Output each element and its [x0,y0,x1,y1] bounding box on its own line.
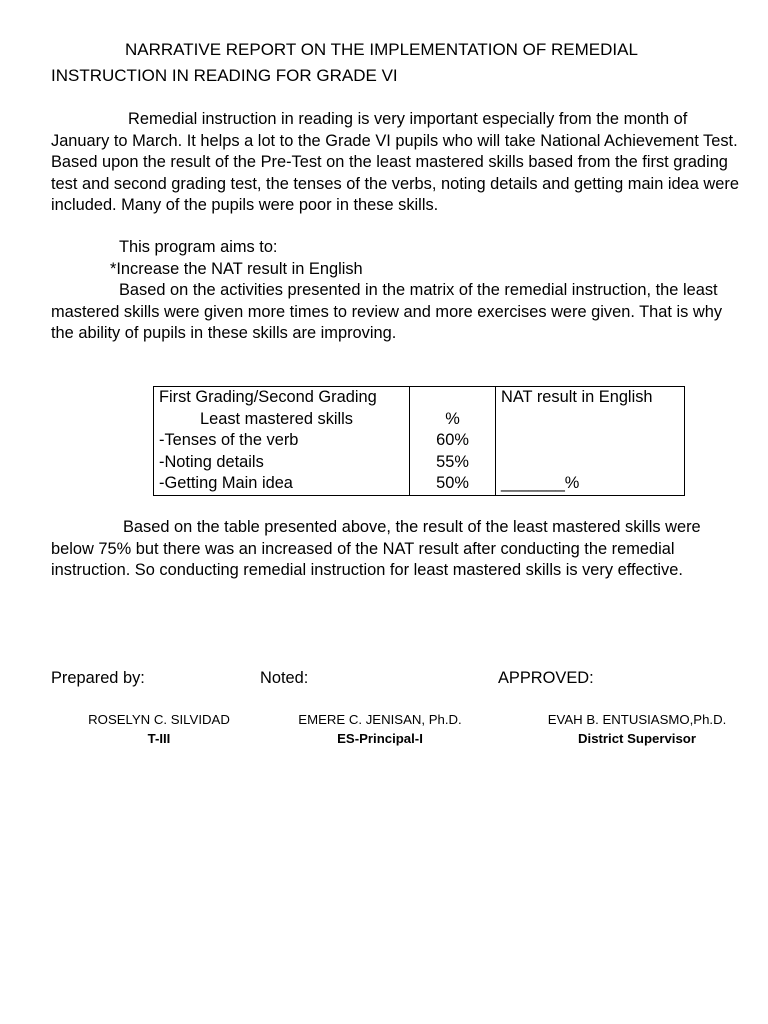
prepared-title: T-III [147,731,171,746]
skill-row-1: -Tenses of the verb [159,431,299,449]
approved-signatory [528,710,746,748]
conclusion-paragraph [51,517,741,582]
percent-column-cell [410,387,496,496]
nat-result-blank: _______% [501,474,580,492]
table-row [154,387,685,496]
title-line-1: NARRATIVE REPORT ON THE IMPLEMENTATION OF REMEDIAL [125,40,638,59]
conclusion-paragraph-text: Based on the table presented above, the result of the least mastered skills were below 75% but there was an increased of the NAT result after conducting the remedial instruction. So conducting remedial instruction for least mastered skills is very effective. [51,518,701,579]
prepared-signatory [74,710,244,748]
activities-paragraph-text: Based on the activities presented in the matrix of the remedial instruction, the least mastered skills were given more times to review and more exercises were given. That is why the ability of pupils in these skills are improving. [51,281,723,342]
header-nat: NAT result in English [501,388,653,406]
nat-column-cell [496,387,685,496]
approved-label: APPROVED: [498,669,594,687]
skill-row-2: -Noting details [159,452,264,471]
header-col1-line1: First Grading/Second Grading [159,388,377,406]
approved-title: District Supervisor [578,731,696,746]
percent-row-1: 60% [436,431,469,449]
title-line-2: INSTRUCTION IN READING FOR GRADE VI [51,66,398,85]
header-percent: % [445,409,460,428]
noted-signatory [281,710,479,748]
prepared-by-label: Prepared by: [51,669,145,687]
prepared-name: ROSELYN C. SILVIDAD [88,712,230,727]
intro-paragraph-text: Remedial instruction in reading is very important especially from the month of January to March. It helps a lot to the Grade VI pupils who will take National Achievement Test. Based upon the result of the Pre-Test on the least mastered skills based from the first grading test and second grading test, the tenses of the verbs, noting details and getting main idea were included. Many of the pupils were poor in these skills. [51,110,739,214]
aims-item: *Increase the NAT result in English [110,260,363,278]
percent-row-2: 55% [436,452,469,471]
document-title [51,37,731,89]
noted-name: EMERE C. JENISAN, Ph.D. [298,712,462,727]
noted-title: ES-Principal-I [337,731,423,746]
skills-table [153,386,685,496]
header-col1-line2: Least mastered skills [199,409,354,428]
aims-intro: This program aims to: [119,238,278,256]
intro-paragraph [51,109,741,217]
skills-column-cell [154,387,410,496]
skill-row-3: -Getting Main idea [159,474,293,492]
approved-name: EVAH B. ENTUSIASMO,Ph.D. [547,712,727,727]
activities-paragraph [51,280,741,345]
noted-label: Noted: [260,669,309,687]
percent-row-3: 50% [436,474,469,492]
